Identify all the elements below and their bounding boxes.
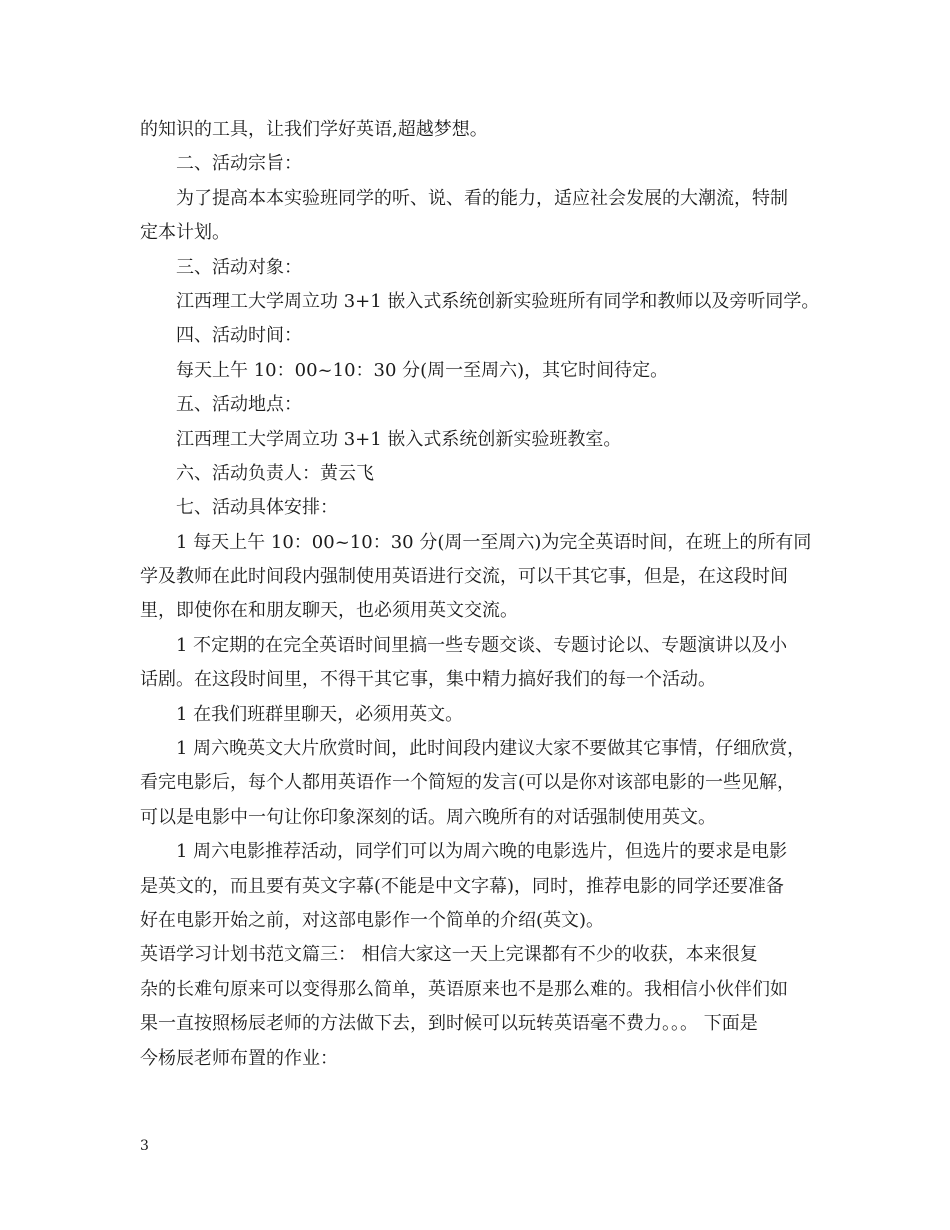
text-line: 可以是电影中一句让你印象深刻的话。周六晚所有的对话强制使用英文。 — [140, 806, 716, 828]
text-line: 七、活动具体安排： — [176, 497, 338, 519]
text-line: 1 在我们班群里聊天，必须用英文。 — [176, 703, 464, 725]
text-line: 二、活动宗旨： — [176, 153, 302, 175]
text-line: 话剧。在这段时间里，不得干其它事，集中精力搞好我们的每一个活动。 — [140, 669, 716, 691]
text-line: 是英文的，而且要有英文字幕(不能是中文字幕)，同时，推荐电影的同学还要准备 — [140, 875, 785, 897]
text-line: 果一直按照杨辰老师的方法做下去，到时候可以玩转英语毫不费力。。。 下面是 — [140, 1013, 758, 1035]
page-number: 3 — [140, 1138, 149, 1154]
text-line: 杂的长难句原来可以变得那么简单，英语原来也不是那么难的。我相信小伙伴们如 — [140, 978, 788, 1000]
text-line: 为了提高本本实验班同学的听、说、看的能力，适应社会发展的大潮流，特制 — [176, 187, 788, 209]
text-line: 好在电影开始之前，对这部电影作一个简单的介绍(英文)。 — [140, 909, 605, 931]
text-line: 江西理工大学周立功 3+1 嵌入式系统创新实验班所有同学和教师以及旁听同学。 — [176, 290, 820, 312]
document-body — [140, 113, 820, 1076]
text-line: 里，即使你在和朋友聊天，也必须用英文交流。 — [140, 600, 518, 622]
text-line: 1 不定期的在完全英语时间里搞一些专题交谈、专题讨论以、专题演讲以及小 — [176, 634, 788, 656]
text-line: 今杨辰老师布置的作业： — [140, 1047, 338, 1069]
text-line: 学及教师在此时间段内强制使用英语进行交流，可以干其它事，但是，在这段时间 — [140, 566, 788, 588]
text-line: 1 周六电影推荐活动，同学们可以为周六晚的电影选片，但选片的要求是电影 — [176, 841, 788, 863]
text-line: 1 每天上午 10：00~10：30 分(周一至周六)为完全英语时间，在班上的所有同 — [176, 531, 812, 553]
text-line: 1 周六晚英文大片欣赏时间，此时间段内建议大家不要做其它事情，仔细欣赏， — [176, 738, 806, 760]
text-line: 看完电影后，每个人都用英语作一个简短的发言(可以是你对该部电影的一些见解， — [140, 772, 796, 794]
text-line: 五、活动地点： — [176, 394, 302, 416]
text-line: 四、活动时间： — [176, 325, 302, 347]
text-line: 三、活动对象： — [176, 256, 302, 278]
text-line: 定本计划。 — [140, 222, 230, 244]
text-line: 江西理工大学周立功 3+1 嵌入式系统创新实验班教室。 — [176, 428, 622, 450]
text-line: 的知识的工具，让我们学好英语,超越梦想。 — [140, 119, 488, 140]
text-line: 英语学习计划书范文篇三： 相信大家这一天上完课都有不少的收获，本来很复 — [140, 944, 758, 966]
text-line: 每天上午 10：00~10：30 分(周一至周六)，其它时间待定。 — [176, 359, 669, 381]
text-line: 六、活动负责人：黄云飞 — [176, 462, 374, 484]
